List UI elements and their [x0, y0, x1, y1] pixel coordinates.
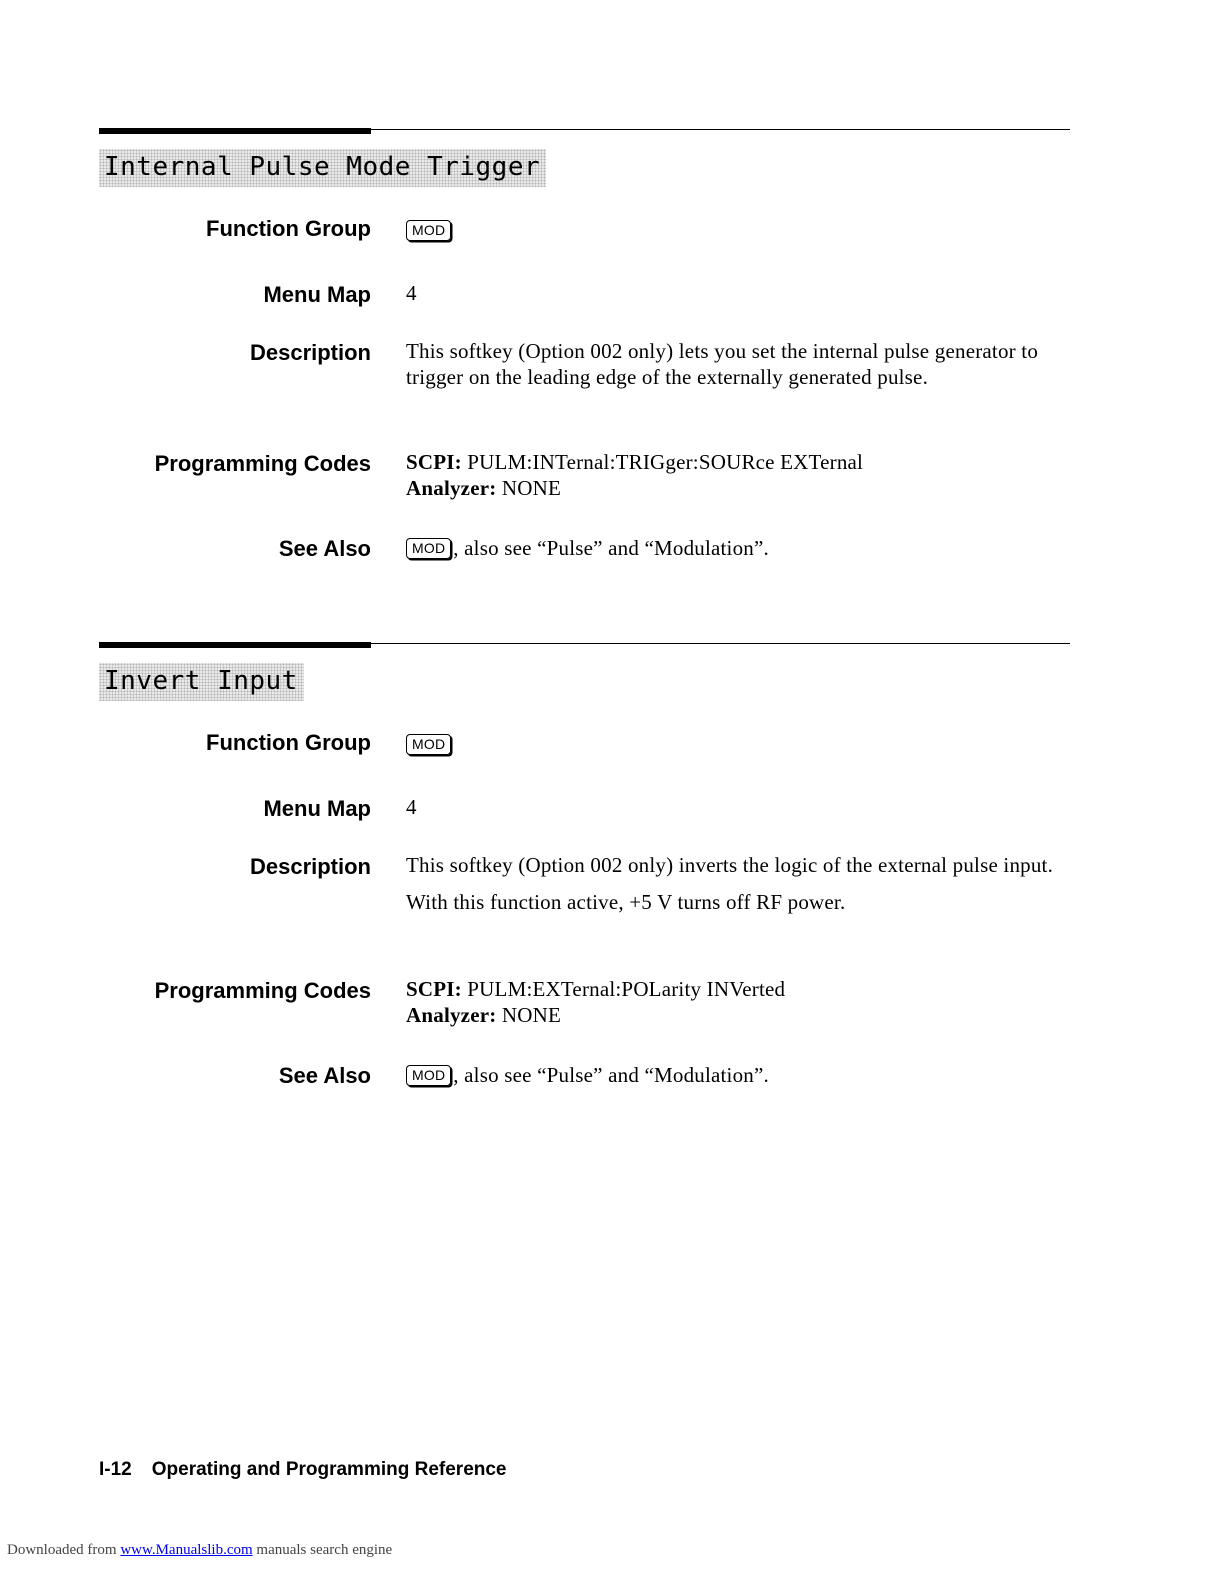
- programming-codes: [406, 450, 1070, 501]
- scpi-label: SCPI:: [406, 977, 462, 1001]
- analyzer-label: Analyzer:: [406, 1002, 497, 1027]
- analyzer-value: NONE: [501, 475, 562, 500]
- programming-codes-label: Programming Codes: [154, 451, 371, 476]
- scpi-command: PULM:INTernal:TRIGger:SOURce EXTernal: [467, 450, 864, 474]
- scpi-line: [406, 977, 1070, 1003]
- download-prefix: Downloaded from: [7, 1542, 117, 1558]
- description-text: [406, 339, 1070, 401]
- analyzer-line: [406, 1003, 1070, 1029]
- description-paragraph: This softkey (Option 002 only) inverts the logic of the external pulse input.: [406, 853, 1054, 877]
- menu-map-label: Menu Map: [263, 282, 371, 307]
- manualslib-link[interactable]: www.Manualslib.com: [120, 1542, 253, 1558]
- download-notice: [7, 1542, 392, 1559]
- scpi-label: SCPI:: [406, 450, 462, 474]
- description-text: [406, 853, 1070, 926]
- download-suffix: manuals search engine: [256, 1542, 393, 1558]
- menu-map-value: 4: [406, 281, 417, 305]
- analyzer-line: [406, 476, 1070, 502]
- page-number: I-12: [99, 1459, 132, 1480]
- section-title: Invert Input: [99, 663, 304, 701]
- menu-map-value: 4: [406, 795, 417, 819]
- programming-codes-label: Programming Codes: [154, 978, 371, 1003]
- see-also-label: See Also: [278, 536, 371, 561]
- section-title: Internal Pulse Mode Trigger: [99, 149, 546, 187]
- function-group-label: Function Group: [206, 216, 371, 241]
- description-label: Description: [249, 340, 371, 365]
- see-also-reference: , also see “Pulse” and “Modulation”.: [453, 1063, 769, 1087]
- programming-codes: [406, 977, 1070, 1028]
- mod-key: MOD: [406, 220, 451, 241]
- analyzer-label: Analyzer:: [406, 475, 497, 500]
- description-paragraph: With this function active, +5 V turns off RF power.: [406, 889, 846, 914]
- see-also-label: See Also: [278, 1063, 371, 1088]
- description-label: Description: [249, 854, 371, 879]
- mod-key: MOD: [406, 734, 451, 755]
- section-rule-accent: [99, 128, 371, 134]
- scpi-line: [406, 450, 1070, 476]
- see-also-reference: , also see “Pulse” and “Modulation”.: [453, 536, 769, 560]
- mod-key: MOD: [406, 1065, 451, 1086]
- mod-key: MOD: [406, 538, 451, 559]
- function-group-label: Function Group: [206, 730, 371, 755]
- page-footer: [99, 1459, 507, 1481]
- footer-title: Operating and Programming Reference: [151, 1459, 507, 1480]
- menu-map-label: Menu Map: [263, 796, 371, 821]
- see-also-text: [406, 536, 1070, 562]
- description-paragraph: This softkey (Option 002 only) lets you set the internal pulse generator to trigger on the leading edge of the externally generated pulse.: [406, 339, 1039, 389]
- analyzer-value: NONE: [501, 1002, 562, 1027]
- section-rule-accent: [99, 642, 371, 648]
- see-also-text: [406, 1063, 1070, 1089]
- scpi-command: PULM:EXTernal:POLarity INVerted: [467, 977, 786, 1001]
